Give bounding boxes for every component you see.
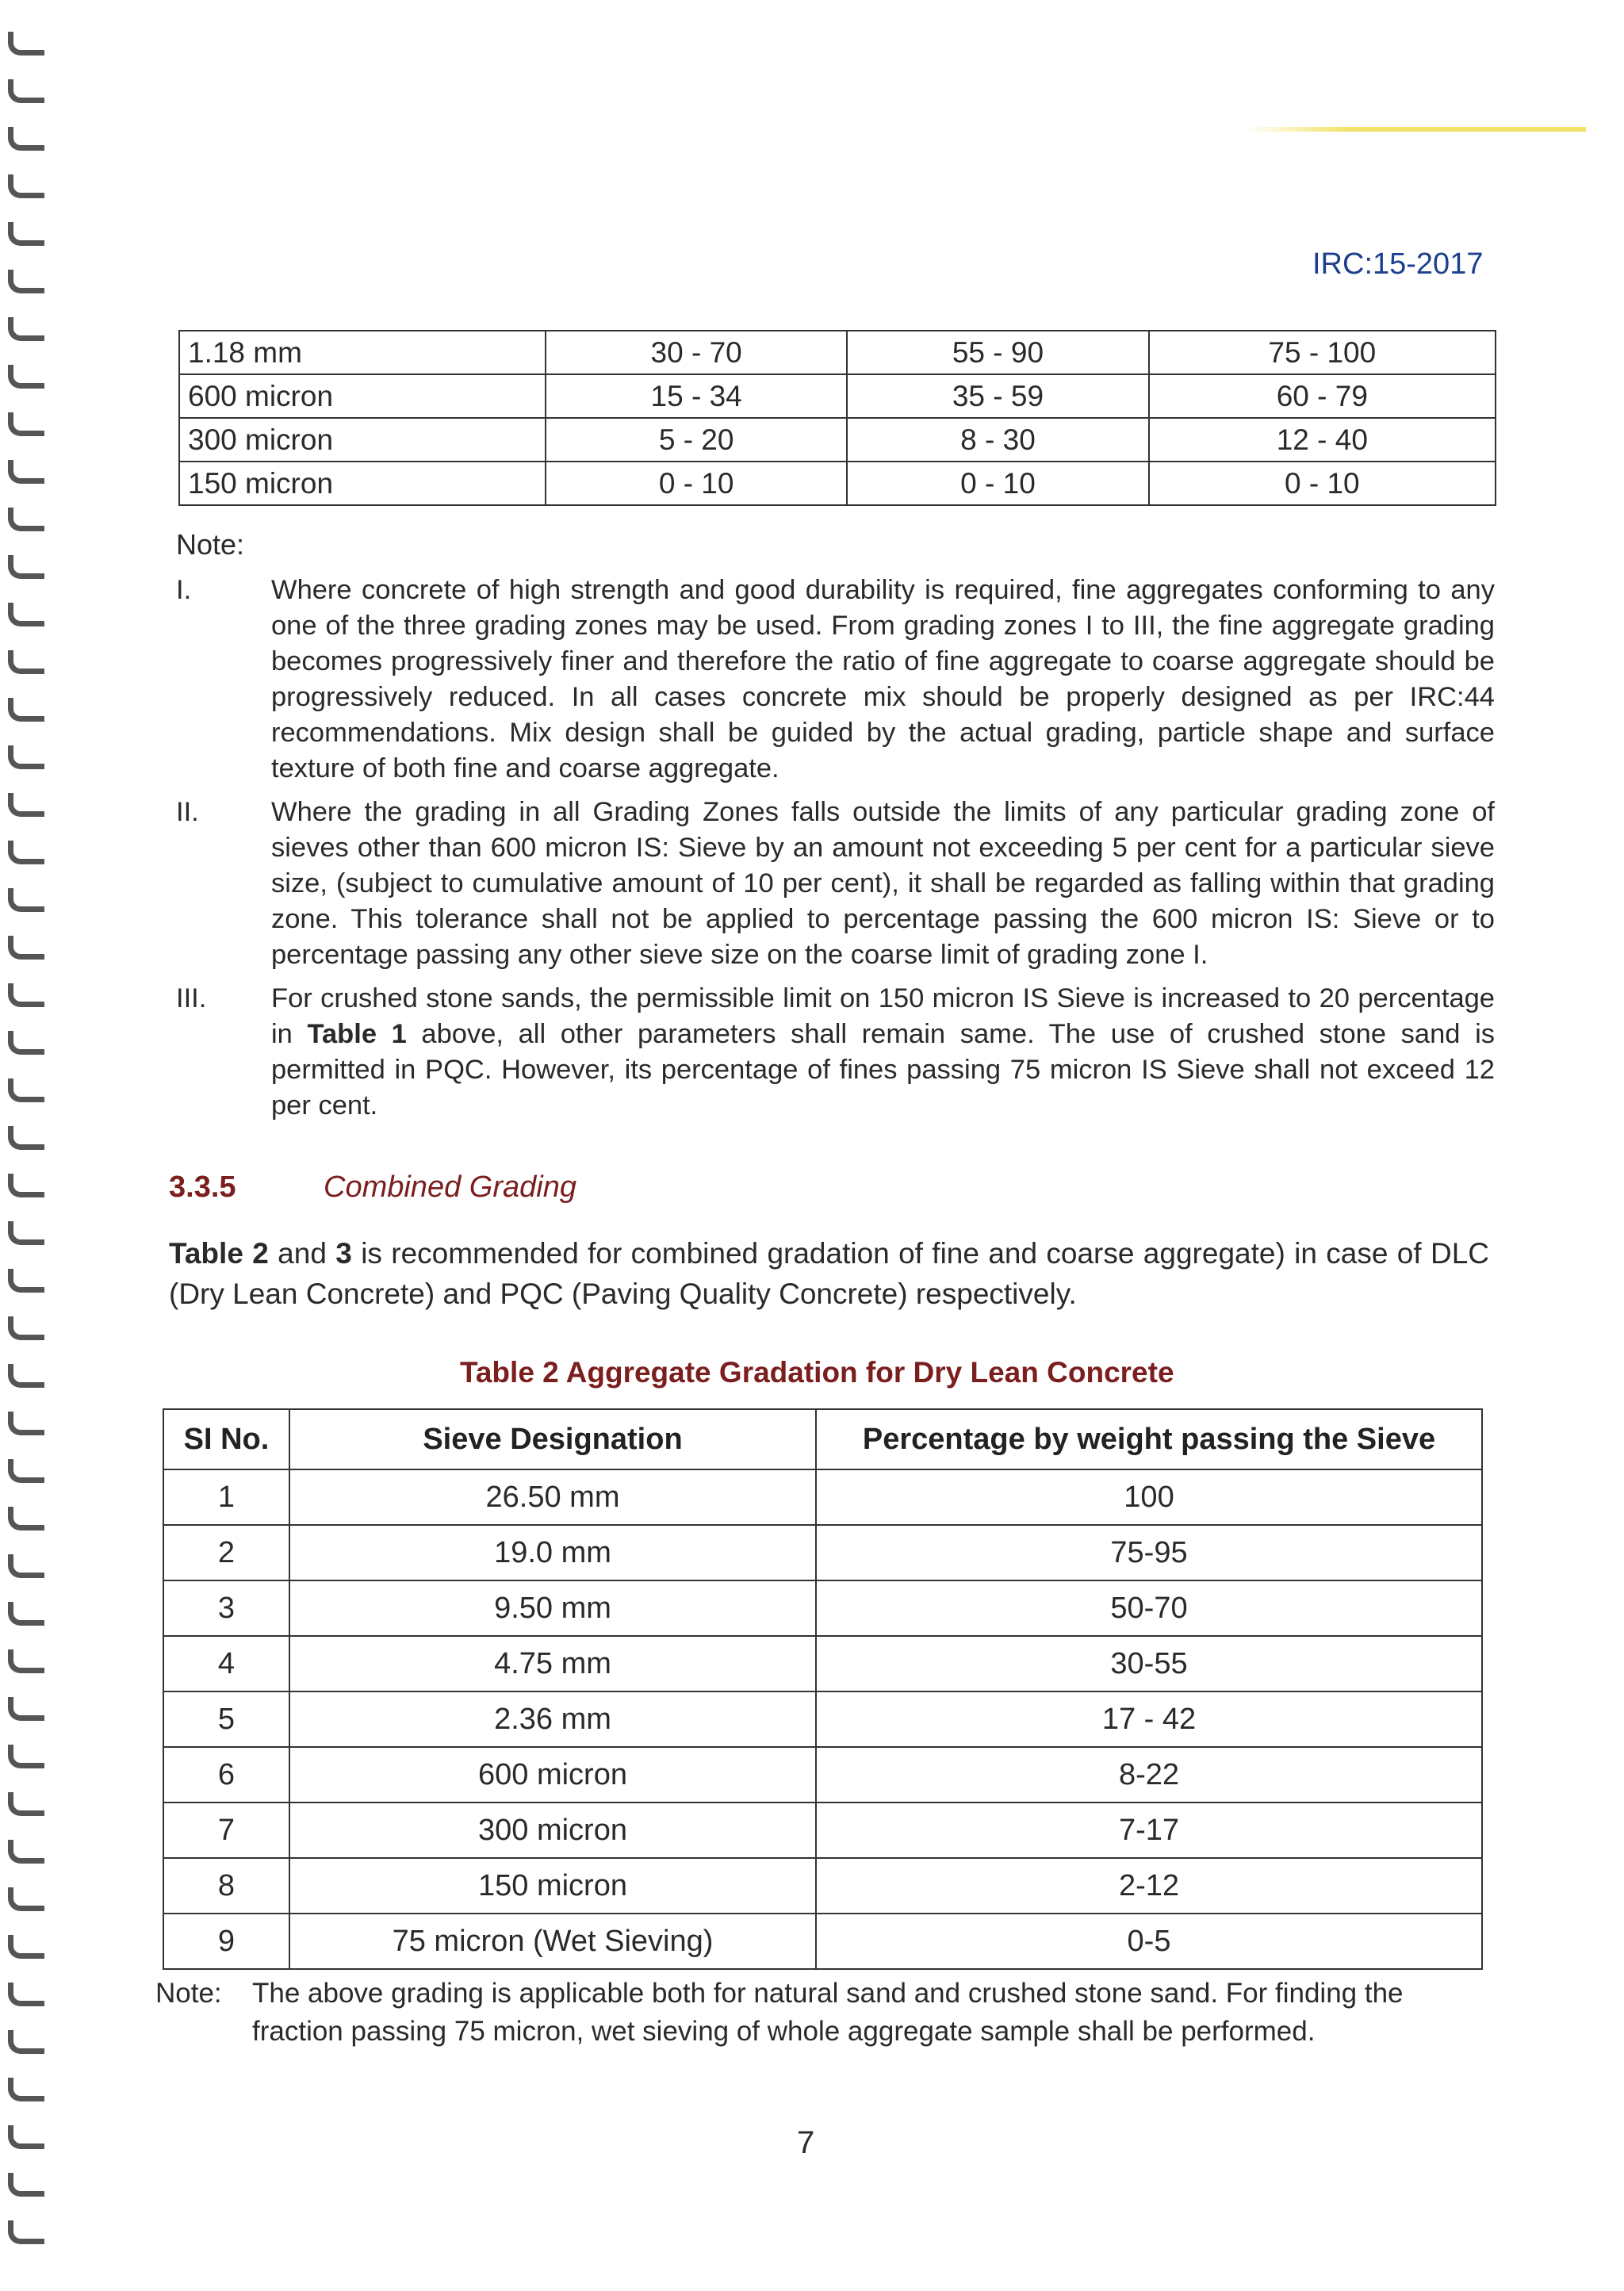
table-cell: 0 - 10 (546, 462, 847, 505)
notes-label: Note: (176, 528, 245, 561)
table-cell: 4.75 mm (289, 1636, 816, 1691)
table-cell: 55 - 90 (847, 331, 1148, 374)
note-item (174, 573, 1495, 787)
table-cell: 8 (163, 1858, 289, 1914)
table-cell: 75 micron (Wet Sieving) (289, 1914, 816, 1969)
table-cell: 100 (816, 1469, 1482, 1525)
table-row (163, 1469, 1482, 1525)
section-heading (169, 1170, 576, 1205)
table-cell: 30 - 70 (546, 331, 847, 374)
table-cell: 75 - 100 (1149, 331, 1496, 374)
table-cell: 2.36 mm (289, 1691, 816, 1747)
table-caption: Table 2 Aggregate Gradation for Dry Lean Concrete (460, 1356, 1174, 1389)
dry-lean-concrete-gradation-table (163, 1408, 1483, 1970)
table-cell: 300 micron (289, 1803, 816, 1858)
table-cell: 0 - 10 (847, 462, 1148, 505)
column-header: Percentage by weight passing the Sieve (816, 1409, 1482, 1469)
intro-paragraph: Table 2 and 3 is recommended for combined gradation of fine and coarse aggregate) in case of DLC (Dry Lean Concrete) and PQC (Paving Quality Concrete) respectively. (169, 1237, 1490, 1310)
table-row (163, 1636, 1482, 1691)
table-cell: 7 (163, 1803, 289, 1858)
table-cell: 12 - 40 (1149, 418, 1496, 462)
table-cell: 1.18 mm (179, 331, 546, 374)
column-header: SI No. (163, 1409, 289, 1469)
table-cell: 0-5 (816, 1914, 1482, 1969)
table-reference: Table 2 (169, 1237, 269, 1270)
section-title: Combined Grading (324, 1170, 576, 1204)
table-cell: 35 - 59 (847, 374, 1148, 418)
table-cell: 30-55 (816, 1636, 1482, 1691)
table-cell: 2-12 (816, 1858, 1482, 1914)
note-number: II. (176, 797, 199, 827)
note-text: Where the grading in all Grading Zones falls outside the limits of any particular grading zone of sieves other than 600 micron IS: Sieve by an amount not exceeding 5 per cent for a particular sieve size, (subject to cumulative amount of 10 per cent), it shall be regarded as falling within that grading zone. This tolerance shall not be applied to percentage passing the 600 micron IS: Sieve or to percentage passing any other sieve size on the coarse limit of grading zone I. (271, 797, 1495, 970)
table-row (179, 374, 1496, 418)
table-row (163, 1580, 1482, 1636)
table-cell: 9 (163, 1914, 289, 1969)
table-reference: Table 1 (307, 1019, 407, 1049)
table-cell: 4 (163, 1636, 289, 1691)
notes-list (174, 573, 1495, 1132)
table-cell: 600 micron (179, 374, 546, 418)
table-row (179, 462, 1496, 505)
page-number: 7 (797, 2125, 815, 2160)
table-row (163, 1914, 1482, 1969)
table-cell: 9.50 mm (289, 1580, 816, 1636)
table-header-row (163, 1409, 1482, 1469)
note-item (174, 981, 1495, 1124)
table-cell: 7-17 (816, 1803, 1482, 1858)
section-number: 3.3.5 (169, 1170, 236, 1204)
table-cell: 75-95 (816, 1525, 1482, 1580)
table-cell: 19.0 mm (289, 1525, 816, 1580)
table-cell: 26.50 mm (289, 1469, 816, 1525)
table-row (163, 1525, 1482, 1580)
table-row (163, 1803, 1482, 1858)
table-cell: 8 - 30 (847, 418, 1148, 462)
table-cell: 600 micron (289, 1747, 816, 1803)
table-cell: 8-22 (816, 1747, 1482, 1803)
note-text: The above grading is applicable both for natural sand and crushed stone sand. For finding the fraction passing 75 micron, wet sieving of whole aggregate sample shall be performed. (252, 1978, 1404, 2047)
table-row (179, 331, 1496, 374)
table-cell: 1 (163, 1469, 289, 1525)
note-item (174, 795, 1495, 973)
table-cell: 0 - 10 (1149, 462, 1496, 505)
table-row (163, 1691, 1482, 1747)
note-number: I. (176, 575, 192, 605)
note-text: For crushed stone sands, the permissible limit on 150 micron IS Sieve is increased to 20 percentage in Table 1 above, all other parameters shall remain same. The use of crushed stone sand is permitted in PQC. However, its percentage of fines passing 75 micron IS Sieve shall not exceed 12 per cent. (271, 983, 1495, 1121)
table-reference: 3 (335, 1237, 352, 1270)
table-cell: 150 micron (289, 1858, 816, 1914)
table-row (163, 1747, 1482, 1803)
note-label: Note: (155, 1978, 222, 2009)
table-cell: 5 (163, 1691, 289, 1747)
note-number: III. (176, 983, 207, 1013)
table-cell: 300 micron (179, 418, 546, 462)
table-cell: 60 - 79 (1149, 374, 1496, 418)
table-row (179, 418, 1496, 462)
table-cell: 6 (163, 1747, 289, 1803)
table-cell: 5 - 20 (546, 418, 847, 462)
table-cell: 50-70 (816, 1580, 1482, 1636)
table-cell: 150 micron (179, 462, 546, 505)
table-cell: 3 (163, 1580, 289, 1636)
table-row (163, 1858, 1482, 1914)
table-cell: 17 - 42 (816, 1691, 1482, 1747)
grading-zone-table-continued (178, 330, 1496, 506)
table-note (155, 1975, 1496, 2051)
highlight-mark (1245, 127, 1586, 132)
note-text: Where concrete of high strength and good durability is required, fine aggregates conforming to any one of the three grading zones may be used. From grading zones I to III, the fine aggregate grading becomes progressively finer and therefore the ratio of fine aggregate to coarse aggregate should be progressively reduced. In all cases concrete mix should be properly designed as per IRC:44 recommendations. Mix design shall be guided by the actual grading, particle shape and surface texture of both fine and coarse aggregate. (271, 575, 1495, 783)
table-cell: 2 (163, 1525, 289, 1580)
column-header: Sieve Designation (289, 1409, 816, 1469)
document-reference: IRC:15-2017 (1312, 247, 1484, 281)
table-cell: 15 - 34 (546, 374, 847, 418)
